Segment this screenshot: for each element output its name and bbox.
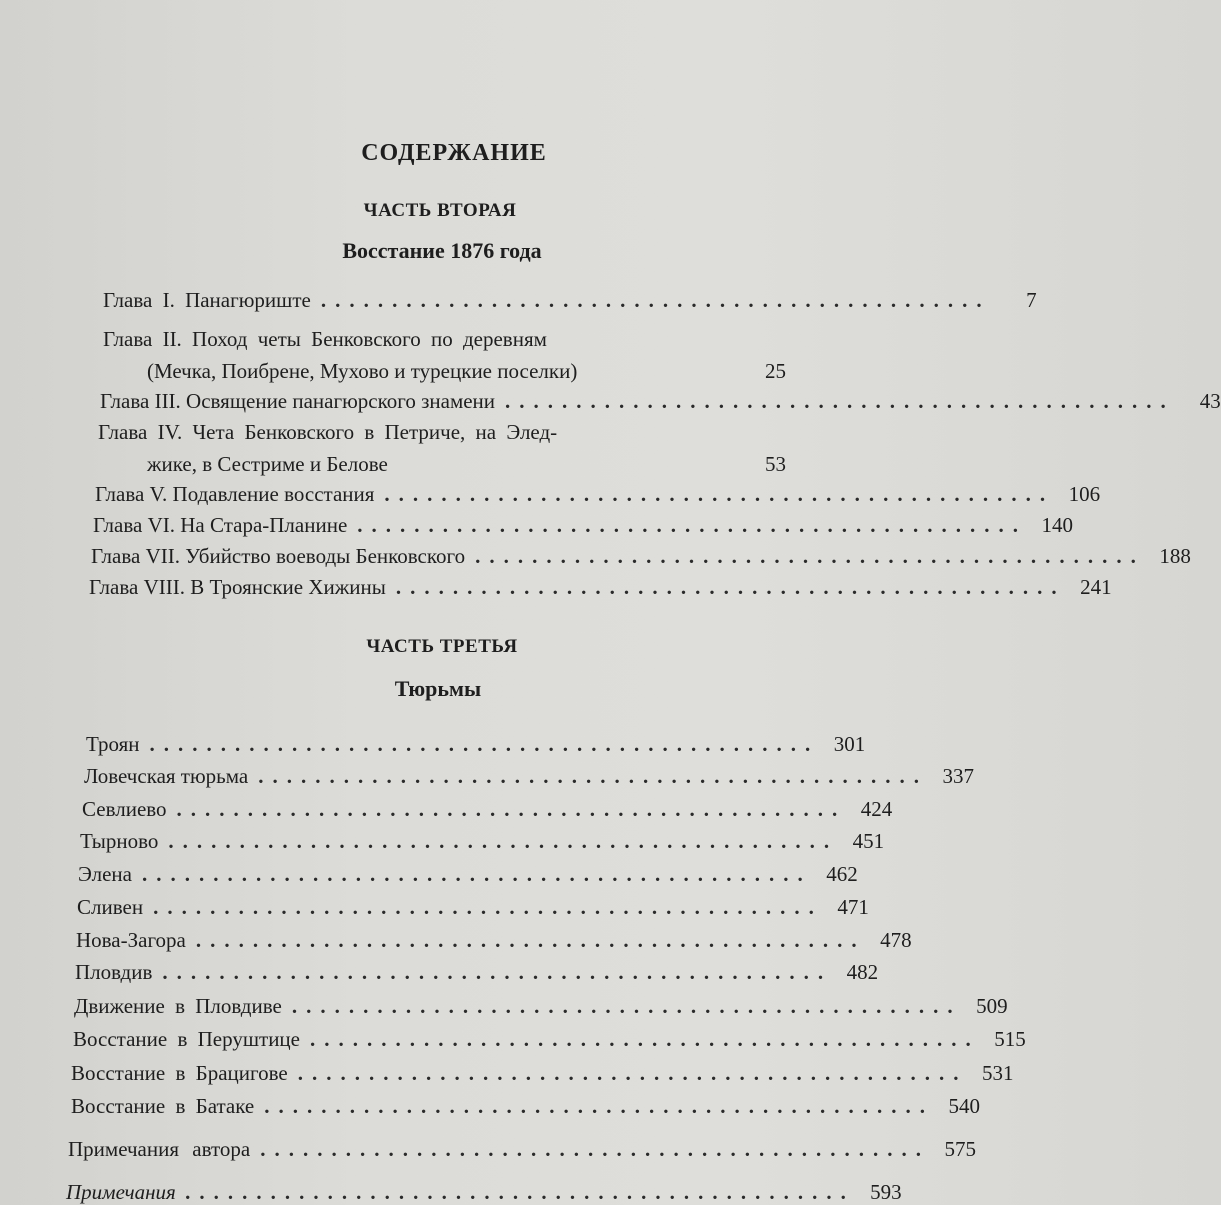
toc-entry-title: Восстание в Брацигове (71, 1061, 288, 1085)
dot-leader: ............................................... (149, 732, 820, 756)
dot-leader: ............................................... (185, 1180, 856, 1204)
toc-entry-page: 140 (1041, 513, 1074, 537)
toc-entry-title: Глава VI. На Стара-Планине (93, 513, 348, 537)
toc-entry-page: 462 (826, 862, 858, 886)
toc-entry-page: 451 (852, 829, 885, 853)
toc-entry-page: 575 (944, 1137, 976, 1161)
toc-entry (75, 960, 879, 985)
dot-leader: ............................................... (291, 994, 962, 1018)
dot-leader: ............................................... (176, 797, 847, 821)
toc-entry-title: Сливен (77, 895, 144, 919)
dot-leader: ............................................... (475, 544, 1145, 568)
toc-entry-title: Троян (86, 732, 140, 756)
toc-entry-title: Восстание в Батаке (71, 1094, 255, 1118)
toc-entry-title: Глава V. Подавление восстания (95, 482, 375, 506)
toc-entry (76, 928, 912, 953)
toc-entry (89, 575, 1112, 600)
dot-leader: ............................................... (153, 895, 823, 919)
toc-entry-page: 43 (1199, 389, 1221, 413)
toc-entry-page: 53 (765, 452, 786, 476)
toc-entry (93, 513, 1074, 538)
part-two-label: ЧАСТЬ ВТОРАЯ (363, 200, 517, 221)
toc-entry (103, 327, 786, 352)
part-three-subtitle: Тюрьмы (394, 676, 482, 701)
toc-entry-author-notes (68, 1137, 976, 1162)
toc-entry-page: 188 (1159, 544, 1191, 568)
toc-entry-title-cont: (Мечка, Поибрене, Мухово и турецкие поселки) (147, 359, 578, 383)
toc-entry-title: Ловечская тюрьма (84, 764, 249, 788)
toc-entry (86, 732, 866, 757)
toc-entry-page: 424 (860, 797, 893, 821)
dot-leader: ............................................... (357, 513, 1028, 537)
contents-heading: СОДЕРЖАНИЕ (361, 140, 547, 166)
toc-entry-continuation (147, 359, 786, 384)
toc-entry-title: Восстание в Перуштице (73, 1027, 300, 1051)
toc-entry-title: Элена (78, 862, 132, 886)
toc-entry-page: 482 (846, 960, 879, 984)
toc-entry (103, 288, 1037, 313)
toc-entry-title: Глава I. Панагюриште (103, 288, 311, 312)
toc-entry-title: Движение в Пловдиве (74, 994, 282, 1018)
dot-leader: ............................................... (162, 960, 833, 984)
dot-leader: ............................................... (195, 928, 866, 952)
toc-entry-page: 515 (994, 1027, 1026, 1051)
toc-entry (82, 797, 893, 822)
toc-entry (77, 895, 869, 920)
dot-leader: ............................................... (384, 482, 1055, 506)
dot-leader: ............................................... (395, 575, 1066, 599)
toc-entry (73, 1027, 1026, 1052)
toc-entry (78, 862, 858, 887)
toc-entry (74, 994, 1008, 1019)
toc-entry (95, 482, 1101, 507)
toc-entry-page: 25 (765, 359, 786, 383)
toc-entry-title: Нова-Загора (76, 928, 186, 952)
toc-entry (100, 389, 1221, 414)
toc-entry-title: Глава II. Поход четы Бенковского по деревням (103, 327, 547, 351)
toc-entry-title: Глава VII. Убийство воеводы Бенковского (91, 544, 466, 568)
part-three-label: ЧАСТЬ ТРЕТЬЯ (366, 636, 518, 657)
toc-entry-title-cont: жике, в Сестриме и Белове (147, 452, 388, 476)
toc-entry-page: 540 (948, 1094, 980, 1118)
dot-leader: ............................................... (141, 862, 812, 886)
dot-leader: ............................................... (297, 1061, 968, 1085)
part-two-subtitle: Восстание 1876 года (342, 238, 542, 263)
toc-entry-title: Примечания автора (68, 1137, 251, 1161)
toc-entry-page: 7 (1026, 288, 1037, 312)
dot-leader: ............................................... (260, 1137, 930, 1161)
toc-entry-title: Примечания (66, 1180, 176, 1204)
toc-entry (98, 420, 786, 445)
toc-entry-page: 593 (870, 1180, 902, 1204)
toc-entry (84, 764, 974, 789)
dot-leader: ............................................... (320, 288, 991, 312)
toc-entry-page: 301 (833, 732, 866, 756)
toc-entry-title: Глава III. Освящение панагюрского знамени (100, 389, 496, 413)
toc-entry-page: 478 (880, 928, 912, 952)
toc-entry-title: Пловдив (75, 960, 153, 984)
toc-entry-page: 471 (837, 895, 869, 919)
toc-entry-title: Глава VIII. В Троянские Хижины (89, 575, 386, 599)
toc-entry-page: 337 (942, 764, 974, 788)
dot-leader: ............................................... (310, 1027, 980, 1051)
dot-leader: ............................................... (168, 829, 839, 853)
toc-entry (71, 1094, 980, 1119)
toc-entry-notes (66, 1180, 902, 1205)
toc-entry-page: 106 (1068, 482, 1101, 506)
dot-leader: ............................................... (258, 764, 928, 788)
toc-entry-title: Тырново (80, 829, 159, 853)
toc-entry-continuation (147, 452, 786, 477)
toc-entry-title: Севлиево (82, 797, 167, 821)
dot-leader: ............................................... (505, 389, 1175, 413)
toc-entry (80, 829, 885, 854)
toc-entry (91, 544, 1191, 569)
toc-entry-page: 509 (976, 994, 1008, 1018)
toc-entry-page: 531 (981, 1061, 1014, 1085)
toc-entry-title: Глава IV. Чета Бенковского в Петриче, на Элед- (98, 420, 558, 444)
toc-entry-page: 241 (1080, 575, 1112, 599)
toc-entry (71, 1061, 1014, 1086)
dot-leader: ............................................... (264, 1094, 934, 1118)
